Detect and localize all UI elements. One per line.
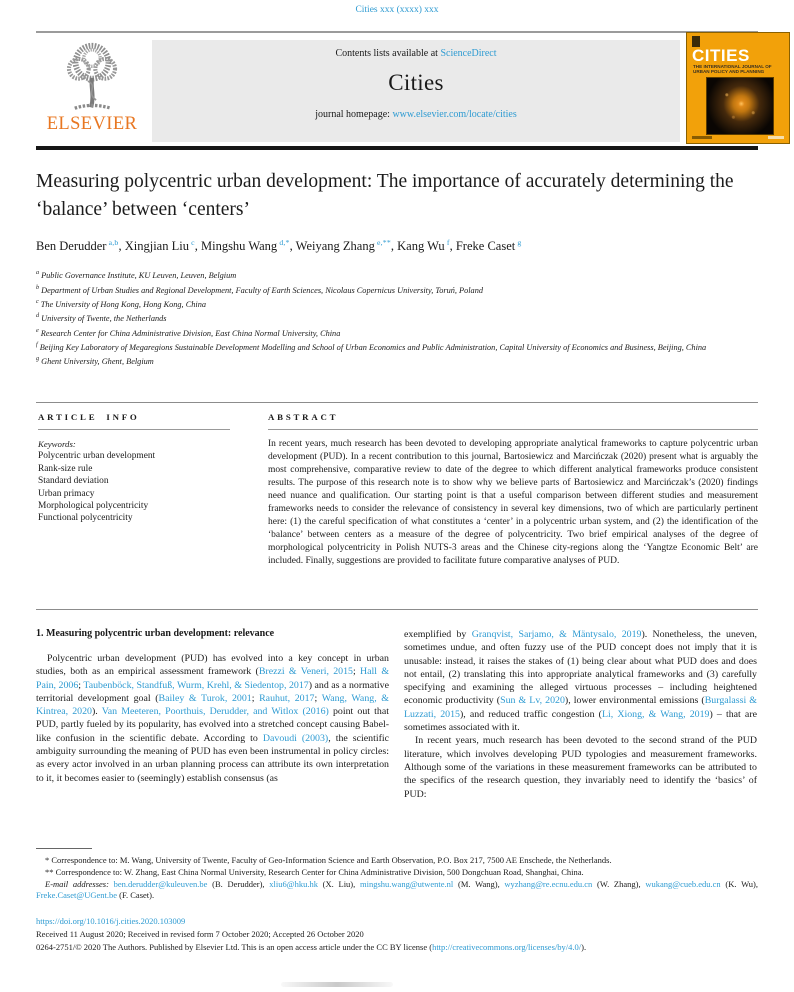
correspondence-note-2: ** Correspondence to: W. Zhang, East China Normal University, Research Center for China Administrative Division, 500 Dongchuan Road, Shanghai, China. (45, 866, 584, 877)
affiliation-item (36, 339, 758, 353)
inline-link[interactable]: ScienceDirect (440, 48, 497, 59)
abstract-section (268, 412, 758, 568)
affiliation-label: g (36, 355, 40, 363)
inline-link[interactable]: Taubenböck, Standfuß, Wurm, Krehl, & Siedentop, 2017 (83, 679, 309, 691)
inline-link[interactable]: Van Meeteren, Poorthuis, Derudder, and Witlox (2016) (101, 706, 329, 718)
cover-subtitle: THE INTERNATIONAL JOURNAL OF URBAN POLICY AND PLANNING (693, 64, 772, 75)
text-segment: (M. Wang), (453, 878, 505, 889)
article-title: Measuring polycentric urban development: The importance of accurately determining the ‘balance’ between ‘centers’ (36, 171, 734, 220)
affiliation-item (36, 325, 758, 339)
doi-link[interactable]: https://doi.org/10.1016/j.cities.2020.103009 (36, 916, 186, 927)
text-segment: (X. Liu), (317, 878, 360, 889)
journal-cover-thumbnail[interactable] (686, 32, 790, 144)
journal-homepage-line (152, 109, 680, 120)
inline-link[interactable]: g (515, 238, 522, 247)
text-segment: (B. Derudder), (207, 878, 270, 889)
affiliation-label: a (36, 269, 40, 277)
keyword-item: Functional polycentricity (38, 513, 133, 524)
journal-title: Cities (388, 70, 444, 95)
text-segment: Polycentric urban development (PUD) has evolved into a key concept in urban studies, both as an empirical assessment framework ( (36, 653, 389, 678)
affiliation-text: Ghent University, Ghent, Belgium (41, 357, 154, 367)
text-segment: E-mail addresses: (45, 878, 114, 889)
footnote-block (36, 848, 758, 954)
affiliation-item (36, 267, 758, 281)
text-segment: 0264-2751/© 2020 The Authors. Published by Elsevier Ltd. This is an open access article under the CC BY license ( (36, 942, 433, 953)
inline-link[interactable]: Brezzi & Veneri, 2015 (258, 666, 353, 678)
inline-link[interactable]: Rauhut, 2017 (259, 692, 315, 704)
author-list (36, 238, 758, 254)
keyword-item: Rank-size rule (38, 463, 93, 474)
inline-link[interactable]: Burgalassi & Luzzati, 2015 (404, 695, 757, 720)
inline-link[interactable]: c (188, 238, 195, 247)
cover-footer-mark (768, 136, 784, 139)
text-segment: ). (91, 706, 102, 718)
footnote-divider (36, 848, 92, 849)
inline-link[interactable]: ben.derudder@kuleuven.be (113, 878, 208, 889)
abstract-header: ABSTRACT (268, 412, 339, 422)
inline-link[interactable]: wukang@cueb.edu.cn (645, 878, 721, 889)
running-head-citation[interactable]: Cities xxx (xxxx) xxx (355, 5, 439, 15)
text-segment: ). Nonetheless, the uneven, sometimes undue, and often fuzzy use of the PUD concept does not imply that it is unusable: instead, it raises the stakes of (1) being clear about what PUD does and does not entail, (2) translating this into appropriate analytical frameworks and (3) carefully specifying and examining the alleged virtuous processes – including heightened economic productivity ( (404, 629, 757, 707)
correspondence-note-1: * Correspondence to: M. Wang, University of Twente, Faculty of Geo-Information Science and Earth Observation, P.O. Box 217, 7500 AE Enschede, the Netherlands. (45, 855, 612, 865)
elsevier-wordmark: ELSEVIER (46, 114, 138, 134)
text-segment: point out that PUD, partly fueled by its popularity, has evolved into a stretched concept causing Babel-like confusion in the scientific debate. According to (36, 706, 389, 744)
text-segment: ; (352, 666, 361, 678)
body-paragraph: In recent years, much research has been devoted to the second strand of the PUD literature, which involves developing PUD typologies and measurement frameworks. Although some of the variations in these measurement frameworks can be attributed to the specifics of the research question, they invariably need to identify the ‘basics’ of PUD: (404, 735, 757, 800)
inline-link[interactable]: Freke.Caset@UGent.be (36, 890, 117, 901)
affiliation-list (36, 267, 758, 368)
inline-link[interactable]: e,** (374, 238, 391, 247)
affiliation-label: e (36, 326, 39, 334)
text-segment: ). (581, 942, 587, 953)
text-segment: ; (78, 679, 84, 691)
inline-link[interactable]: http://creativecommons.org/licenses/by/4.0/ (432, 942, 582, 953)
divider (38, 429, 230, 430)
text-segment: ) – that are sometimes associated with it. (404, 708, 757, 734)
elsevier-tree-icon (36, 40, 148, 114)
keyword-item: Urban primacy (38, 488, 95, 499)
affiliation-text: Beijing Key Laboratory of Megaregions Sustainable Development Modelling and School of Urban Economics and Public Administration, Capital University of Economics and Business, Beijing, China (39, 342, 707, 352)
journal-masthead (36, 38, 772, 146)
inline-link[interactable]: Li, Xiong, & Wang, 2019 (601, 708, 710, 720)
affiliation-text: Public Governance Institute, KU Leuven, Leuven, Belgium (41, 270, 237, 280)
title-block (36, 168, 758, 368)
body-column-right (404, 622, 757, 801)
abstract-text: In recent years, much research has been devoted to developing appropriate analytical frameworks to capture polycentric urban development (PUD). In a recent contribution to this journal, Bartosiewicz and Marcińczak (2020) present what is arguably the most comprehensive, comparative review to date of the degree to which different analytical frameworks produce consistent results. The purpose of this research note is to show why we believe parts of Bartosiewicz and Marcińczak’s (2020) findings need nuance and qualification. Our starting point is that a useful comparison between different studies and measurement frameworks needs to consider the relevance of consistency in several key dimensions, two of which are particularly pertinent here: (1) the careful specification of what constitutes a ‘center’ in a polycentric urban system, and (2) the identification of the ‘balance’ between centers as a measure of the degree of polycentricity. Two brief empirical analyses of the degree of morphological polycentricity in Polish NUTS-3 areas and the Chinese city-regions along the ‘Yangtze Economic Belt’ are included. Finally, suggestions are provided to facilitate future comparative analyses of PUD. (268, 439, 758, 566)
divider (36, 31, 758, 33)
affiliation-item (36, 296, 758, 310)
page-bottom-shadow (281, 982, 393, 987)
affiliation-item (36, 282, 758, 296)
inline-link[interactable]: Wang, Wang, & Kintrea, 2020 (36, 692, 389, 718)
affiliation-item (36, 310, 758, 324)
text-segment: (W. Zhang), (592, 878, 646, 889)
publication-info (36, 915, 758, 954)
affiliation-item (36, 353, 758, 367)
body-column-left (36, 622, 389, 801)
inline-link[interactable]: Bailey & Turok, 2001 (158, 692, 252, 704)
info-abstract-block (36, 402, 758, 610)
contents-list-line (152, 48, 680, 59)
email-addresses-note (36, 879, 758, 903)
inline-link[interactable]: Hall & Pain, 2006 (36, 666, 390, 691)
body-paragraph (404, 628, 757, 734)
text-segment: , the scientific ambiguity surrounding the meaning of PUD has even been instrumental in policy circles: as every actor involved in an urban planning process can attribute its own interpretation to it, it becomes easier to (seemingly) establish consensus (as (36, 732, 389, 784)
masthead-divider-bar (36, 146, 758, 150)
elsevier-logo (36, 38, 148, 144)
copyright-line (36, 941, 758, 954)
affiliation-label: c (36, 297, 39, 305)
affiliation-text: The University of Hong Kong, Hong Kong, China (40, 299, 206, 309)
inline-link[interactable]: Davoudi (2003) (262, 732, 329, 744)
text-segment: Contents lists available at (335, 48, 441, 59)
article-info-section (38, 412, 230, 525)
affiliation-label: d (36, 312, 40, 320)
article-history: Received 11 August 2020; Received in revised form 7 October 2020; Accepted 26 October 2020 (36, 929, 364, 940)
text-segment: , Kang Wu (390, 239, 445, 254)
cover-city-lights-image (706, 77, 774, 135)
text-segment: , Weiyang Zhang (289, 239, 375, 254)
inline-link[interactable]: mingshu.wang@utwente.nl (360, 878, 454, 889)
inline-link[interactable]: Sun & Lv, 2020 (500, 695, 565, 707)
keyword-item: Morphological polycentricity (38, 501, 149, 512)
text-segment: , Mingshu Wang (194, 239, 278, 254)
keyword-item: Standard deviation (38, 476, 109, 487)
affiliation-label: b (36, 283, 40, 291)
text-segment: ) and as a normative territorial development goal ( (36, 679, 389, 704)
affiliation-label: f (36, 340, 38, 348)
cover-footer-mark (692, 136, 712, 139)
text-segment: ; (251, 692, 260, 704)
text-segment: ), and reduced traffic congestion ( (459, 708, 602, 720)
inline-link[interactable]: www.elsevier.com/locate/cities (392, 109, 517, 120)
inline-link[interactable]: d,* (277, 238, 290, 247)
affiliation-text: Research Center for China Administrative Division, East China Normal University, China (40, 328, 341, 338)
text-segment: (F. Caset). (117, 890, 155, 901)
text-segment: journal homepage: (315, 109, 393, 120)
journal-header-box (152, 40, 680, 142)
inline-link[interactable]: f (444, 238, 450, 247)
affiliation-text: University of Twente, the Netherlands (41, 314, 167, 323)
inline-link[interactable]: Granqvist, Sarjamo, & Mäntysalo, 2019 (471, 629, 642, 640)
text-segment: , Freke Caset (449, 239, 516, 254)
text-segment: (K. Wu), (720, 878, 758, 889)
article-info-header: ARTICLE INFO (38, 412, 140, 422)
text-segment: ), lower environmental emissions ( (564, 695, 705, 707)
inline-link[interactable]: xliu6@hku.hk (269, 878, 318, 889)
inline-link[interactable]: wyzhang@re.ecnu.edu.cn (504, 878, 593, 889)
divider (268, 429, 758, 430)
text-segment: Ben Derudder (36, 239, 107, 254)
keyword-item: Polycentric urban development (38, 451, 156, 462)
keywords-label: Keywords: (38, 439, 76, 449)
text-segment: , Xingjian Liu (118, 239, 189, 254)
body-paragraph (36, 652, 389, 785)
section-heading: 1. Measuring polycentric urban development: relevance (36, 628, 275, 639)
inline-link[interactable]: a,b (106, 238, 119, 247)
body-columns (36, 622, 758, 801)
affiliation-text: Department of Urban Studies and Regional Development, Faculty of Earth Sciences, Nicolaus Copernicus University, Toruń, Poland (41, 285, 483, 295)
text-segment: ; (314, 692, 322, 704)
cover-title: CITIES (692, 46, 750, 65)
text-segment: exemplified by (404, 629, 472, 640)
